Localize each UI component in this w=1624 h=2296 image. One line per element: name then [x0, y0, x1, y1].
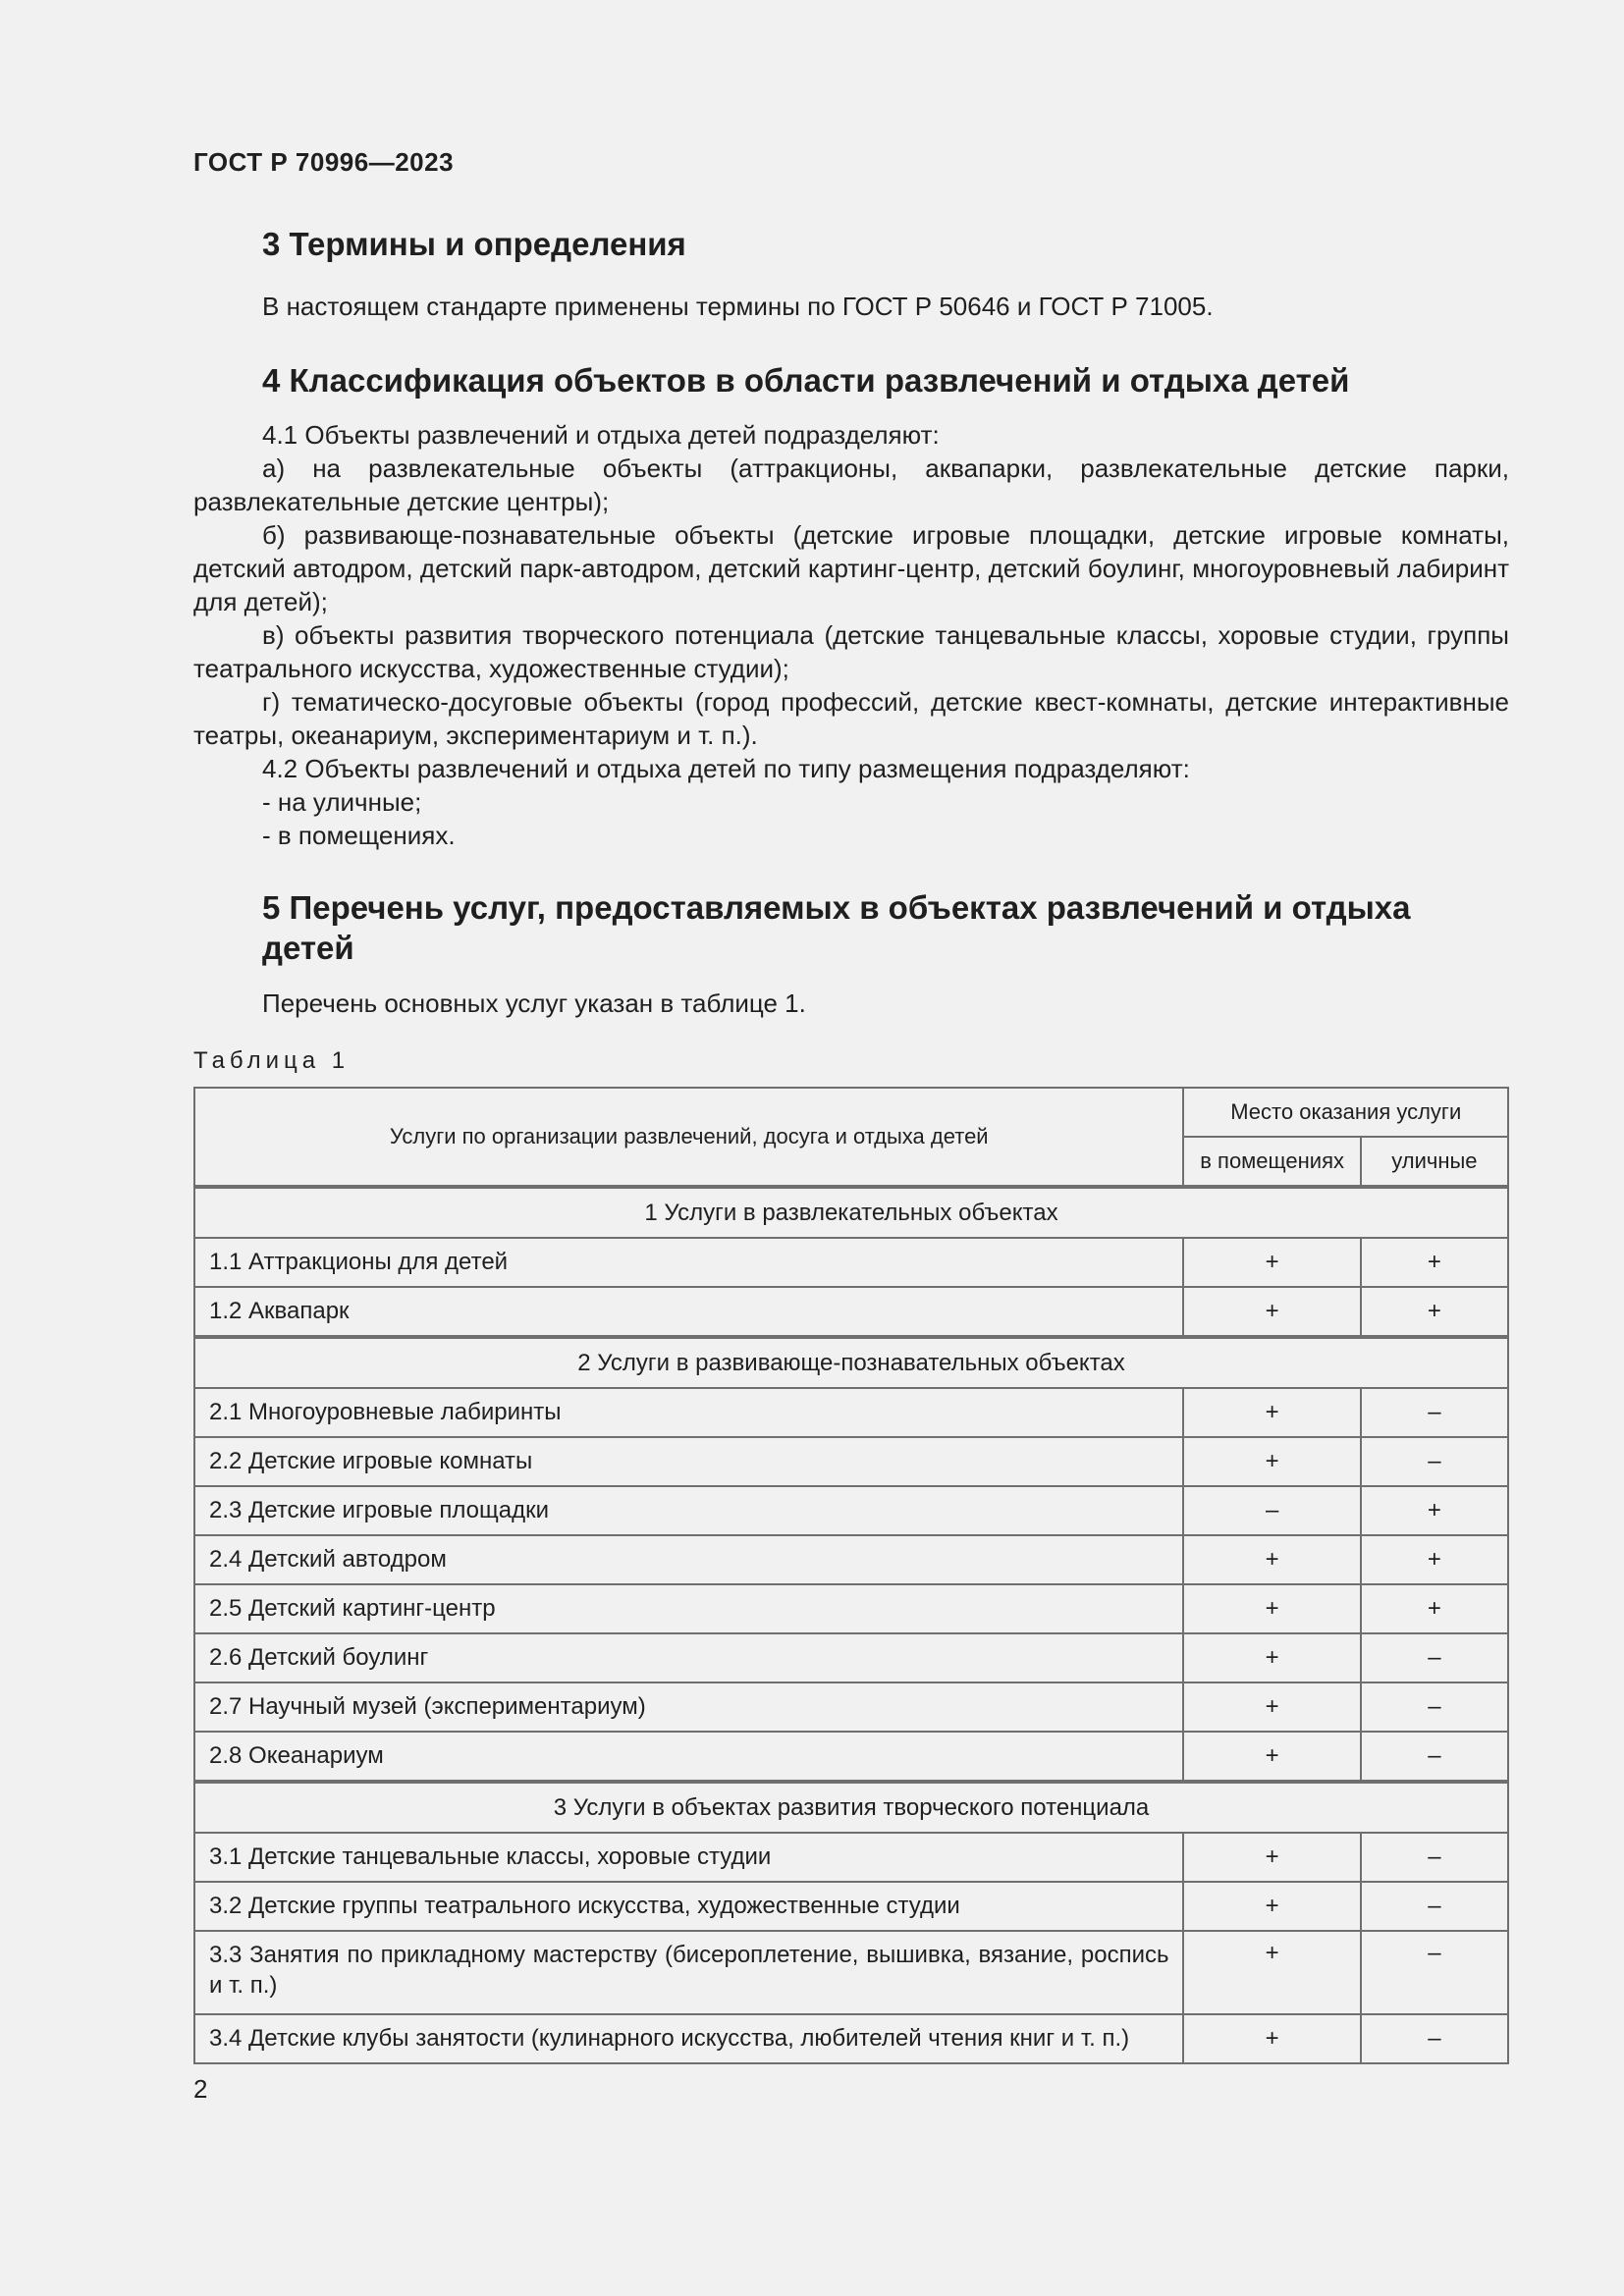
document-code: ГОСТ Р 70996—2023	[193, 147, 455, 177]
table-row	[194, 1486, 1508, 1535]
list-item-d: г) тематическо-досуговые объекты (город профессий, детские квест-комнаты, детские интерактивные театры, океанариум, экспериментариум и т. п.).	[193, 687, 1509, 750]
section-4-title: 4 Классификация объектов в области развлечений и отдыха детей	[262, 362, 1350, 399]
services-table	[193, 1087, 1509, 2064]
service-name: 1.1 Аттракционы для детей	[194, 1238, 1183, 1287]
group-1: 1 Услуги в развлекательных объектах	[194, 1187, 1508, 1238]
indoor-mark: +	[1183, 1732, 1360, 1782]
table-caption: Таблица 1	[193, 1047, 351, 1074]
outdoor-mark: –	[1361, 1931, 1508, 2014]
indoor-mark: +	[1183, 2014, 1360, 2063]
indoor-mark: +	[1183, 1931, 1360, 2014]
service-name: 3.4 Детские клубы занятости (кулинарного искусства, любителей чтения книг и т. п.)	[194, 2014, 1183, 2063]
indoor-mark: +	[1183, 1287, 1360, 1337]
indoor-mark: +	[1183, 1535, 1360, 1584]
table-row	[194, 1682, 1508, 1732]
service-name: 2.1 Многоуровневые лабиринты	[194, 1388, 1183, 1437]
page-number: 2	[193, 2074, 208, 2104]
list-item-b: б) развивающе-познавательные объекты (детские игровые площадки, детские игровые комнаты, детский автодром, детский парк-автодром, детский картинг-центр, детский боулинг, многоуровневый лабиринт для детей);	[193, 520, 1509, 616]
indoor-mark: +	[1183, 1633, 1360, 1682]
outdoor-mark: +	[1361, 1238, 1508, 1287]
outdoor-mark: +	[1361, 1287, 1508, 1337]
service-name: 2.5 Детский картинг-центр	[194, 1584, 1183, 1633]
section-3-title: 3 Термины и определения	[262, 226, 686, 262]
outdoor-mark: –	[1361, 2014, 1508, 2063]
service-name: 2.8 Океанариум	[194, 1732, 1183, 1782]
indoor-mark: +	[1183, 1682, 1360, 1732]
list-item-outdoor: - на уличные;	[262, 787, 422, 817]
service-name: 3.1 Детские танцевальные классы, хоровые студии	[194, 1833, 1183, 1882]
clause-4-2: 4.2 Объекты развлечений и отдыха детей по типу размещения подразделяют:	[262, 754, 1190, 783]
outdoor-mark: +	[1361, 1486, 1508, 1535]
header-services: Услуги по организации развлечений, досуга и отдыха детей	[194, 1088, 1183, 1187]
outdoor-mark: –	[1361, 1682, 1508, 1732]
table-row	[194, 1633, 1508, 1682]
list-item-a: а) на развлекательные объекты (аттракционы, аквапарки, развлекательные детские парки, развлекательные детские центры);	[193, 454, 1509, 516]
table-row	[194, 1238, 1508, 1287]
table-row	[194, 1833, 1508, 1882]
indoor-mark: +	[1183, 1437, 1360, 1486]
table-row	[194, 2014, 1508, 2063]
section-5-title: 5 Перечень услуг, предоставляемых в объектах развлечений и отдыха детей	[262, 889, 1411, 966]
group-2: 2 Услуги в развивающе-познавательных объектах	[194, 1337, 1508, 1388]
table-row	[194, 1437, 1508, 1486]
table-row	[194, 1732, 1508, 1782]
section-4-body	[193, 418, 1509, 852]
header-indoor: в помещениях	[1183, 1137, 1360, 1187]
table-row	[194, 1388, 1508, 1437]
document-content	[193, 224, 1509, 2064]
header-place: Место оказания услуги	[1183, 1088, 1508, 1137]
list-item-indoor: - в помещениях.	[262, 821, 456, 850]
outdoor-mark: +	[1361, 1535, 1508, 1584]
header-outdoor: уличные	[1361, 1137, 1508, 1187]
table-row	[194, 1584, 1508, 1633]
clause-4-1: 4.1 Объекты развлечений и отдыха детей подразделяют:	[262, 420, 940, 450]
service-name: 3.3 Занятия по прикладному мастерству (бисероплетение, вышивка, вязание, роспись и т. п.)	[194, 1931, 1183, 2014]
indoor-mark: +	[1183, 1238, 1360, 1287]
outdoor-mark: +	[1361, 1584, 1508, 1633]
outdoor-mark: –	[1361, 1882, 1508, 1931]
service-name: 2.7 Научный музей (экспериментариум)	[194, 1682, 1183, 1732]
table-row	[194, 1535, 1508, 1584]
outdoor-mark: –	[1361, 1437, 1508, 1486]
outdoor-mark: –	[1361, 1633, 1508, 1682]
table-row	[194, 1882, 1508, 1931]
service-name: 2.3 Детские игровые площадки	[194, 1486, 1183, 1535]
outdoor-mark: –	[1361, 1732, 1508, 1782]
section-5-text: Перечень основных услуг указан в таблице 1.	[262, 988, 806, 1018]
service-name: 2.6 Детский боулинг	[194, 1633, 1183, 1682]
indoor-mark: +	[1183, 1388, 1360, 1437]
indoor-mark: +	[1183, 1833, 1360, 1882]
table-row	[194, 1931, 1508, 2014]
outdoor-mark: –	[1361, 1388, 1508, 1437]
service-name: 3.2 Детские группы театрального искусства, художественные студии	[194, 1882, 1183, 1931]
indoor-mark: +	[1183, 1882, 1360, 1931]
service-name: 1.2 Аквапарк	[194, 1287, 1183, 1337]
group-3: 3 Услуги в объектах развития творческого потенциала	[194, 1782, 1508, 1833]
list-item-c: в) объекты развития творческого потенциала (детские танцевальные классы, хоровые студии, группы театрального искусства, художественные студии);	[193, 620, 1509, 683]
service-name: 2.4 Детский автодром	[194, 1535, 1183, 1584]
indoor-mark: +	[1183, 1584, 1360, 1633]
outdoor-mark: –	[1361, 1833, 1508, 1882]
table-row	[194, 1287, 1508, 1337]
section-3-text: В настоящем стандарте применены термины по ГОСТ Р 50646 и ГОСТ Р 71005.	[262, 292, 1214, 321]
service-name: 2.2 Детские игровые комнаты	[194, 1437, 1183, 1486]
indoor-mark: –	[1183, 1486, 1360, 1535]
